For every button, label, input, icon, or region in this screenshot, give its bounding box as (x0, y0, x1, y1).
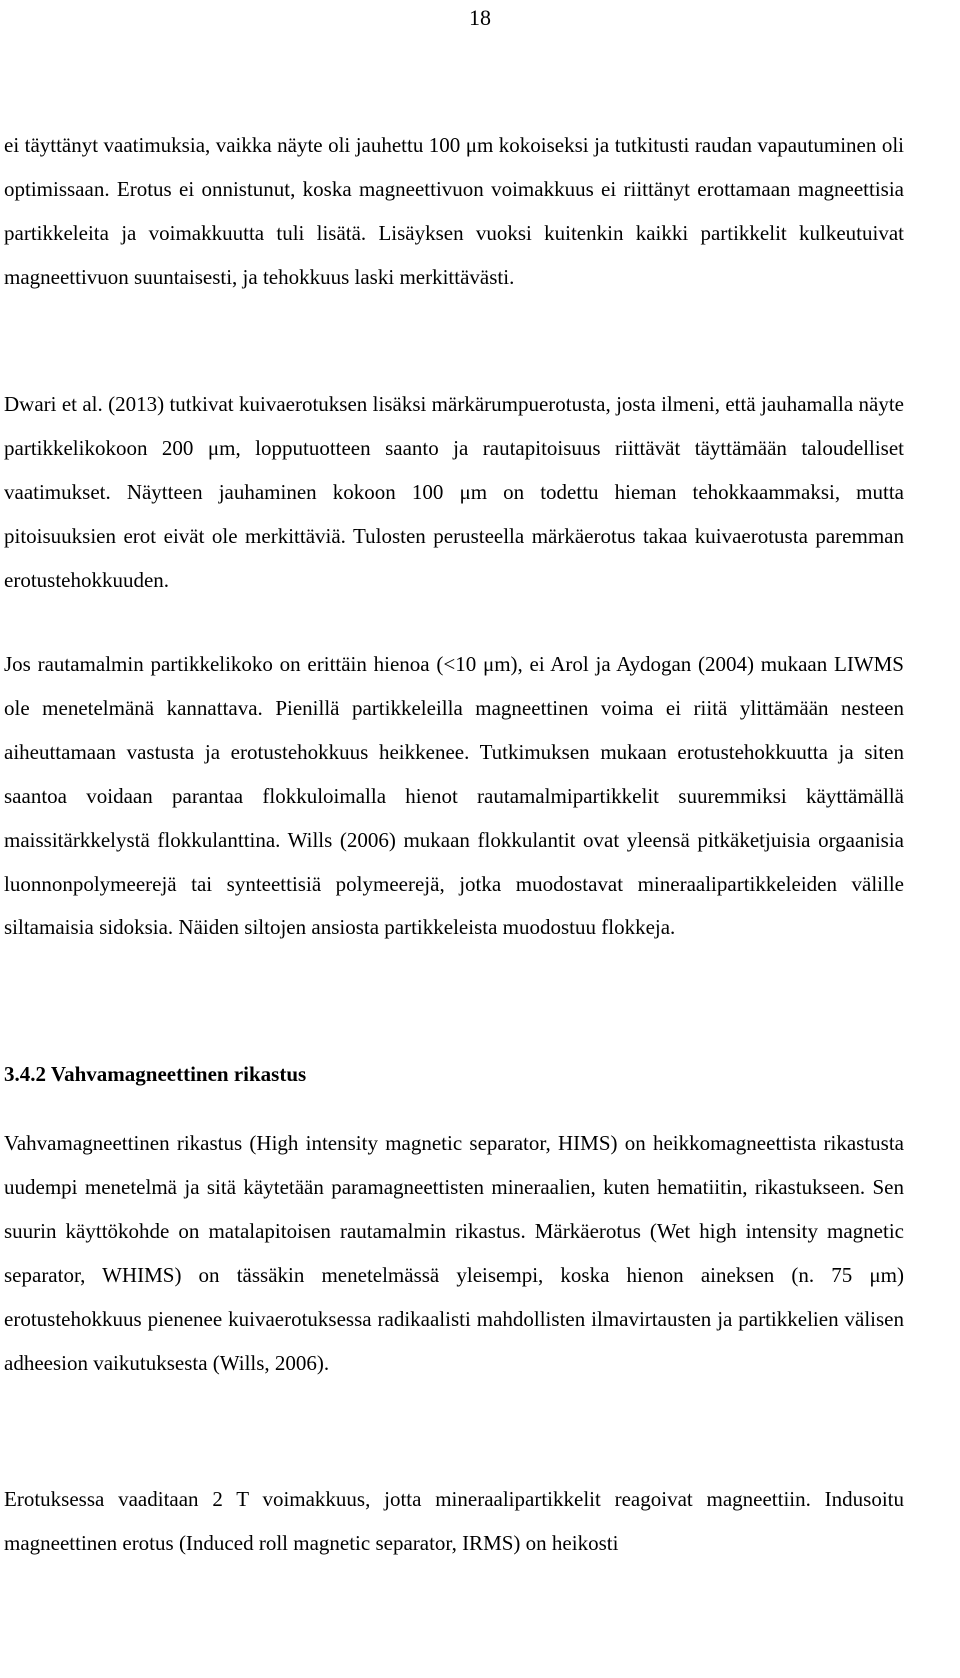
section-heading: 3.4.2 Vahvamagneettinen rikastus (4, 1062, 307, 1086)
paragraph-magnetic-flux: ei täyttänyt vaatimuksia, vaikka näyte oli jauhettu 100 μm kokoiseksi ja tutkitusti raudan vapautuminen oli optimissaan. Erotus ei onnistunut, koska magneettivuon voimakkuus ei riittänyt erottamaan magneettisia partikkeleita ja voimakkuutta tuli lisätä. Lisäyksen vuoksi kuitenkin kaikki partikkelit kulkeutuivat magneettivuon suuntaisesti, ja tehokkuus laski merkittävästi. (4, 133, 904, 289)
paragraph-dwari-study: Dwari et al. (2013) tutkivat kuivaerotuksen lisäksi märkärumpuerotusta, josta ilmeni, että jauhamalla näyte partikkelikokoon 200 μm, lopputuotteen saanto ja rautapitoisuus riittävät täyttämään taloudelliset vaatimukset. Näytteen jauhaminen kokoon 100 μm on todettu hieman tehokkaammaksi, mutta pitoisuuksien erot eivät ole merkittäviä. Tulosten perusteella märkäerotus takaa kuivaerotusta paremman erotustehokkuuden. (4, 392, 904, 592)
paragraph-fine-particles: Jos rautamalmin partikkelikoko on erittäin hienoa (<10 μm), ei Arol ja Aydogan (2004) mukaan LIWMS ole menetelmänä kannattava. Pienillä partikkeleilla magneettinen voima ei riitä ylittämään nesteen aiheuttamaan vastusta ja erotustehokkuus heikkenee. Tutkimuksen mukaan erotustehokkuutta ja siten saantoa voidaan parantaa flokkuloimalla hienot rautamalmipartikkelit suuremmiksi käyttämällä maissitärkkelystä flokkulanttina. Wills (2006) mukaan flokkulantit ovat yleensä pitkäketjuisia orgaanisia luonnonpolymeerejä tai synteettisiä polymeerejä, jotka muodostavat mineraalipartikkeleiden välille siltamaisia sidoksia. Näiden siltojen ansiosta partikkeleista muodostuu flokkeja. (4, 652, 904, 940)
paragraph-hims: Vahvamagneettinen rikastus (High intensity magnetic separator, HIMS) on heikkomagneettista rikastusta uudempi menetelmä ja sitä käytetään paramagneettisten mineraalien, kuten hematiitin, rikastukseen. Sen suurin käyttökohde on matalapitoisen rautamalmin rikastus. Märkäerotus (Wet high intensity magnetic separator, WHIMS) on tässäkin menetelmässä yleisempi, koska hienon aineksen (n. 75 μm) erotustehokkuus pienenee kuivaerotuksessa radikaalisti mahdollisten ilmavirtausten ja partikkelien välisen adheesion vaikutuksesta (Wills, 2006). (4, 1131, 904, 1375)
page-number: 18 (469, 5, 491, 30)
paragraph-irms: Erotuksessa vaaditaan 2 T voimakkuus, jotta mineraalipartikkelit reagoivat magneettiin. Indusoitu magneettinen erotus (Induced roll magnetic separator, IRMS) on heikosti (4, 1487, 904, 1555)
